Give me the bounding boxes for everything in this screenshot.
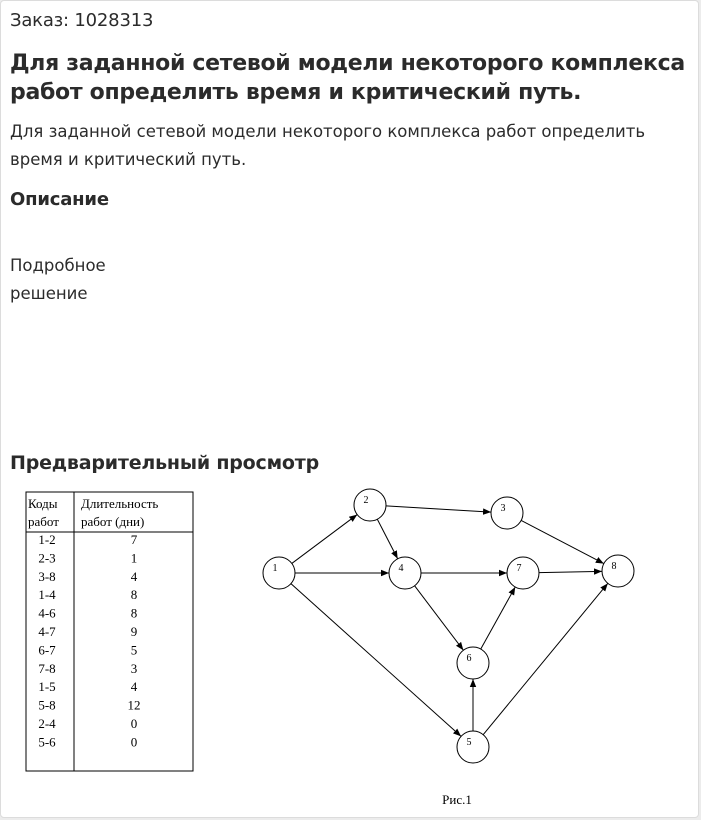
graph-edge-3-8	[521, 520, 604, 563]
col1-header-line2: работ	[28, 514, 59, 529]
graph-node-6	[457, 647, 489, 679]
table-cell-duration: 8	[130, 587, 138, 603]
table-cell-code: 2-3	[38, 550, 56, 566]
graph-node-label: 1	[272, 563, 278, 574]
graph-node-4	[389, 557, 421, 589]
graph-node-label: 4	[398, 563, 404, 574]
graph-edge-1-2	[292, 515, 357, 564]
table-cell-duration: 0	[130, 734, 138, 750]
table-cell-duration: 7	[130, 532, 138, 547]
order-number: Заказ: 1028313	[10, 10, 154, 31]
table-cell-code: 1-5	[38, 679, 56, 695]
table-cell-duration: 4	[130, 568, 138, 584]
page-title: Для заданной сетевой модели некоторого комплекса работ определить время и критический путь.	[10, 51, 685, 105]
task-text: Для заданной сетевой модели некоторого комплекса работ определить время и критический путь.	[10, 122, 646, 169]
table-cell-duration: 4	[130, 679, 138, 695]
table-cell-duration: 8	[130, 605, 138, 621]
table-cell-duration: 0	[130, 716, 138, 731]
graph-node-7	[507, 557, 539, 589]
duration-table	[26, 492, 193, 771]
table-cell-code: 1-2	[38, 532, 56, 547]
graph-node-label: 6	[466, 653, 472, 664]
table-cell-code: 4-7	[38, 624, 56, 639]
table-cell-duration: 1	[130, 550, 138, 566]
table-cell-code: 4-6	[38, 605, 56, 621]
graph-node-label: 3	[500, 503, 506, 514]
graph-node-label: 5	[466, 737, 472, 748]
table-cell-code: 6-7	[38, 642, 56, 658]
table-cell-code: 2-4	[38, 716, 56, 731]
graph-edge-6-7	[481, 587, 515, 649]
graph-node-label: 2	[363, 495, 369, 506]
table-cell-code: 1-4	[38, 587, 56, 603]
table-cell-duration: 5	[130, 642, 138, 658]
graph-node-2	[354, 489, 386, 521]
table-cell-code: 5-8	[38, 697, 56, 713]
col2-header-line2: работ (дни)	[81, 514, 145, 529]
network-graph	[263, 489, 634, 763]
graph-node-1	[263, 557, 295, 589]
graph-edge-4-6	[415, 586, 464, 650]
graph-node-8	[602, 555, 634, 587]
preview-image	[1, 485, 700, 815]
graph-node-label: 8	[611, 561, 617, 572]
figure-caption: Рис.1	[442, 792, 472, 807]
graph-edge-7-8	[539, 571, 602, 572]
preview-heading: Предварительный просмотр	[10, 452, 319, 474]
graph-edge-2-3	[386, 506, 491, 512]
table-cell-code: 7-8	[38, 660, 56, 676]
col1-header-line1: Коды	[28, 496, 58, 511]
graph-edge-2-4	[377, 519, 397, 559]
col2-header-line1: Длительность	[81, 496, 159, 511]
graph-node-label: 7	[516, 563, 522, 574]
table-cell-duration: 12	[127, 697, 141, 713]
graph-node-5	[457, 731, 489, 763]
table-cell-code: 3-8	[38, 568, 56, 584]
table-cell-duration: 9	[130, 624, 138, 639]
graph-edge-1-5	[291, 584, 461, 737]
table-cell-code: 5-6	[38, 734, 56, 750]
table-cell-duration: 3	[130, 660, 138, 676]
graph-edge-5-8	[483, 583, 608, 734]
graph-node-3	[491, 497, 523, 529]
description-heading: Описание	[10, 189, 109, 210]
detail-text: Подробное решение	[10, 256, 106, 303]
